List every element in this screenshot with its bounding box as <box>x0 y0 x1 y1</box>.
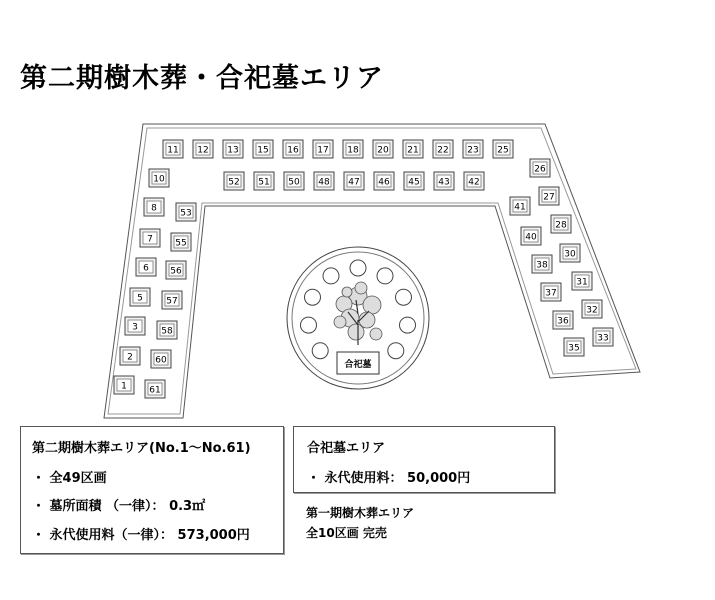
plot-label: 56 <box>170 266 182 277</box>
plot-16 <box>283 140 303 158</box>
plot-36 <box>553 311 573 329</box>
plot-50 <box>284 172 304 190</box>
plot-label: 36 <box>557 316 569 327</box>
plot-label: 60 <box>155 355 167 366</box>
plot-label: 61 <box>149 385 161 396</box>
plot-31 <box>572 272 592 290</box>
plot-45 <box>404 172 424 190</box>
plot-label: 11 <box>167 145 179 156</box>
plot-33 <box>593 328 613 346</box>
plot-label: 1 <box>121 381 127 392</box>
page-title: 第二期樹木葬・合祀墓エリア <box>20 63 384 94</box>
stepping-stone <box>396 289 412 305</box>
plot-61 <box>145 380 165 398</box>
plot-60 <box>151 350 171 368</box>
plot-13 <box>223 140 243 158</box>
plot-label: 31 <box>576 277 588 288</box>
plot-label: 10 <box>153 174 165 185</box>
plot-label: 26 <box>534 164 546 175</box>
phase1-note-title: 第一期樹木葬エリア <box>306 506 415 520</box>
plot-label: 15 <box>257 145 269 156</box>
plot-8 <box>144 198 164 216</box>
plot-28 <box>551 215 571 233</box>
plot-17 <box>313 140 333 158</box>
plot-1 <box>114 376 134 394</box>
plot-label: 32 <box>586 305 598 316</box>
plot-label: 33 <box>597 333 609 344</box>
plot-label: 20 <box>377 145 389 156</box>
plot-label: 42 <box>468 177 480 188</box>
plot-6 <box>136 258 156 276</box>
plot-label: 16 <box>287 145 299 156</box>
info-item-fee: ・ 永代使用料（一律）： 573,000円 <box>32 528 250 543</box>
info-box-memorial-title: 合祀墓エリア <box>307 441 386 456</box>
plot-label: 47 <box>348 177 360 188</box>
plot-40 <box>521 227 541 245</box>
plot-label: 52 <box>228 177 240 188</box>
memorial-label: 合祀墓 <box>344 360 372 370</box>
plot-label: 45 <box>408 177 420 188</box>
info-item-area: ・ 墓所面積 （一律）： 0.3㎡ <box>32 499 206 514</box>
plot-57 <box>162 291 182 309</box>
plot-label: 5 <box>137 293 143 304</box>
plot-label: 35 <box>568 343 580 354</box>
stepping-stone <box>377 268 393 284</box>
plot-label: 58 <box>161 326 173 337</box>
plot-55 <box>171 233 191 251</box>
stepping-stone <box>301 317 317 333</box>
plot-22 <box>433 140 453 158</box>
plot-label: 25 <box>497 145 509 156</box>
plot-label: 8 <box>151 203 157 214</box>
plot-5 <box>130 288 150 306</box>
plot-53 <box>176 203 196 221</box>
plot-41 <box>510 197 530 215</box>
plot-30 <box>560 244 580 262</box>
plot-label: 50 <box>288 177 300 188</box>
plot-2 <box>120 347 140 365</box>
stepping-stone <box>400 317 416 333</box>
plot-32 <box>582 300 602 318</box>
plot-27 <box>539 187 559 205</box>
plot-label: 53 <box>180 208 192 219</box>
plot-label: 55 <box>175 238 187 249</box>
stepping-stone <box>323 268 339 284</box>
plot-label: 18 <box>347 145 359 156</box>
plot-3 <box>125 317 145 335</box>
plot-20 <box>373 140 393 158</box>
plot-label: 41 <box>514 202 526 213</box>
plot-label: 37 <box>545 288 557 299</box>
plot-7 <box>140 229 160 247</box>
plot-label: 48 <box>318 177 330 188</box>
plot-51 <box>254 172 274 190</box>
phase1-note-status: 全10区画 完売 <box>306 526 387 540</box>
plot-label: 13 <box>227 145 239 156</box>
plot-label: 23 <box>467 145 479 156</box>
plot-58 <box>157 321 177 339</box>
plot-label: 30 <box>564 249 576 260</box>
plot-label: 3 <box>132 322 138 333</box>
plot-42 <box>464 172 484 190</box>
plot-label: 6 <box>143 263 149 274</box>
plot-label: 57 <box>166 296 178 307</box>
info-box-tree-burial <box>20 426 284 554</box>
stepping-stone <box>350 260 366 276</box>
plot-label: 43 <box>438 177 450 188</box>
plot-25 <box>493 140 513 158</box>
stepping-stone <box>388 343 404 359</box>
stepping-stone <box>312 343 328 359</box>
plot-label: 27 <box>543 192 555 203</box>
info-box-memorial <box>293 426 555 493</box>
plot-38 <box>532 255 552 273</box>
plot-18 <box>343 140 363 158</box>
plot-43 <box>434 172 454 190</box>
plot-label: 38 <box>536 260 548 271</box>
plot-48 <box>314 172 334 190</box>
plot-label: 21 <box>407 145 419 156</box>
stepping-stone <box>305 289 321 305</box>
plot-label: 46 <box>378 177 390 188</box>
plot-label: 51 <box>258 177 270 188</box>
plot-12 <box>193 140 213 158</box>
plot-label: 40 <box>525 232 537 243</box>
plot-label: 2 <box>127 352 133 363</box>
plot-52 <box>224 172 244 190</box>
plot-35 <box>564 338 584 356</box>
plot-15 <box>253 140 273 158</box>
plot-label: 22 <box>437 145 449 156</box>
plot-37 <box>541 283 561 301</box>
plot-23 <box>463 140 483 158</box>
plot-11 <box>163 140 183 158</box>
plot-label: 12 <box>197 145 209 156</box>
plot-label: 7 <box>147 234 153 245</box>
info-item-memorial-fee: ・ 永代使用料： 50,000円 <box>307 471 471 486</box>
plot-label: 17 <box>317 145 329 156</box>
plot-47 <box>344 172 364 190</box>
plot-46 <box>374 172 394 190</box>
plot-56 <box>166 261 186 279</box>
plot-21 <box>403 140 423 158</box>
info-box-tree-burial-title: 第二期樹木葬エリア(No.1～No.61) <box>32 441 251 456</box>
plot-10 <box>149 169 169 187</box>
info-item-plots: ・ 全49区画 <box>32 471 107 486</box>
plot-26 <box>530 159 550 177</box>
plot-label: 28 <box>555 220 567 231</box>
